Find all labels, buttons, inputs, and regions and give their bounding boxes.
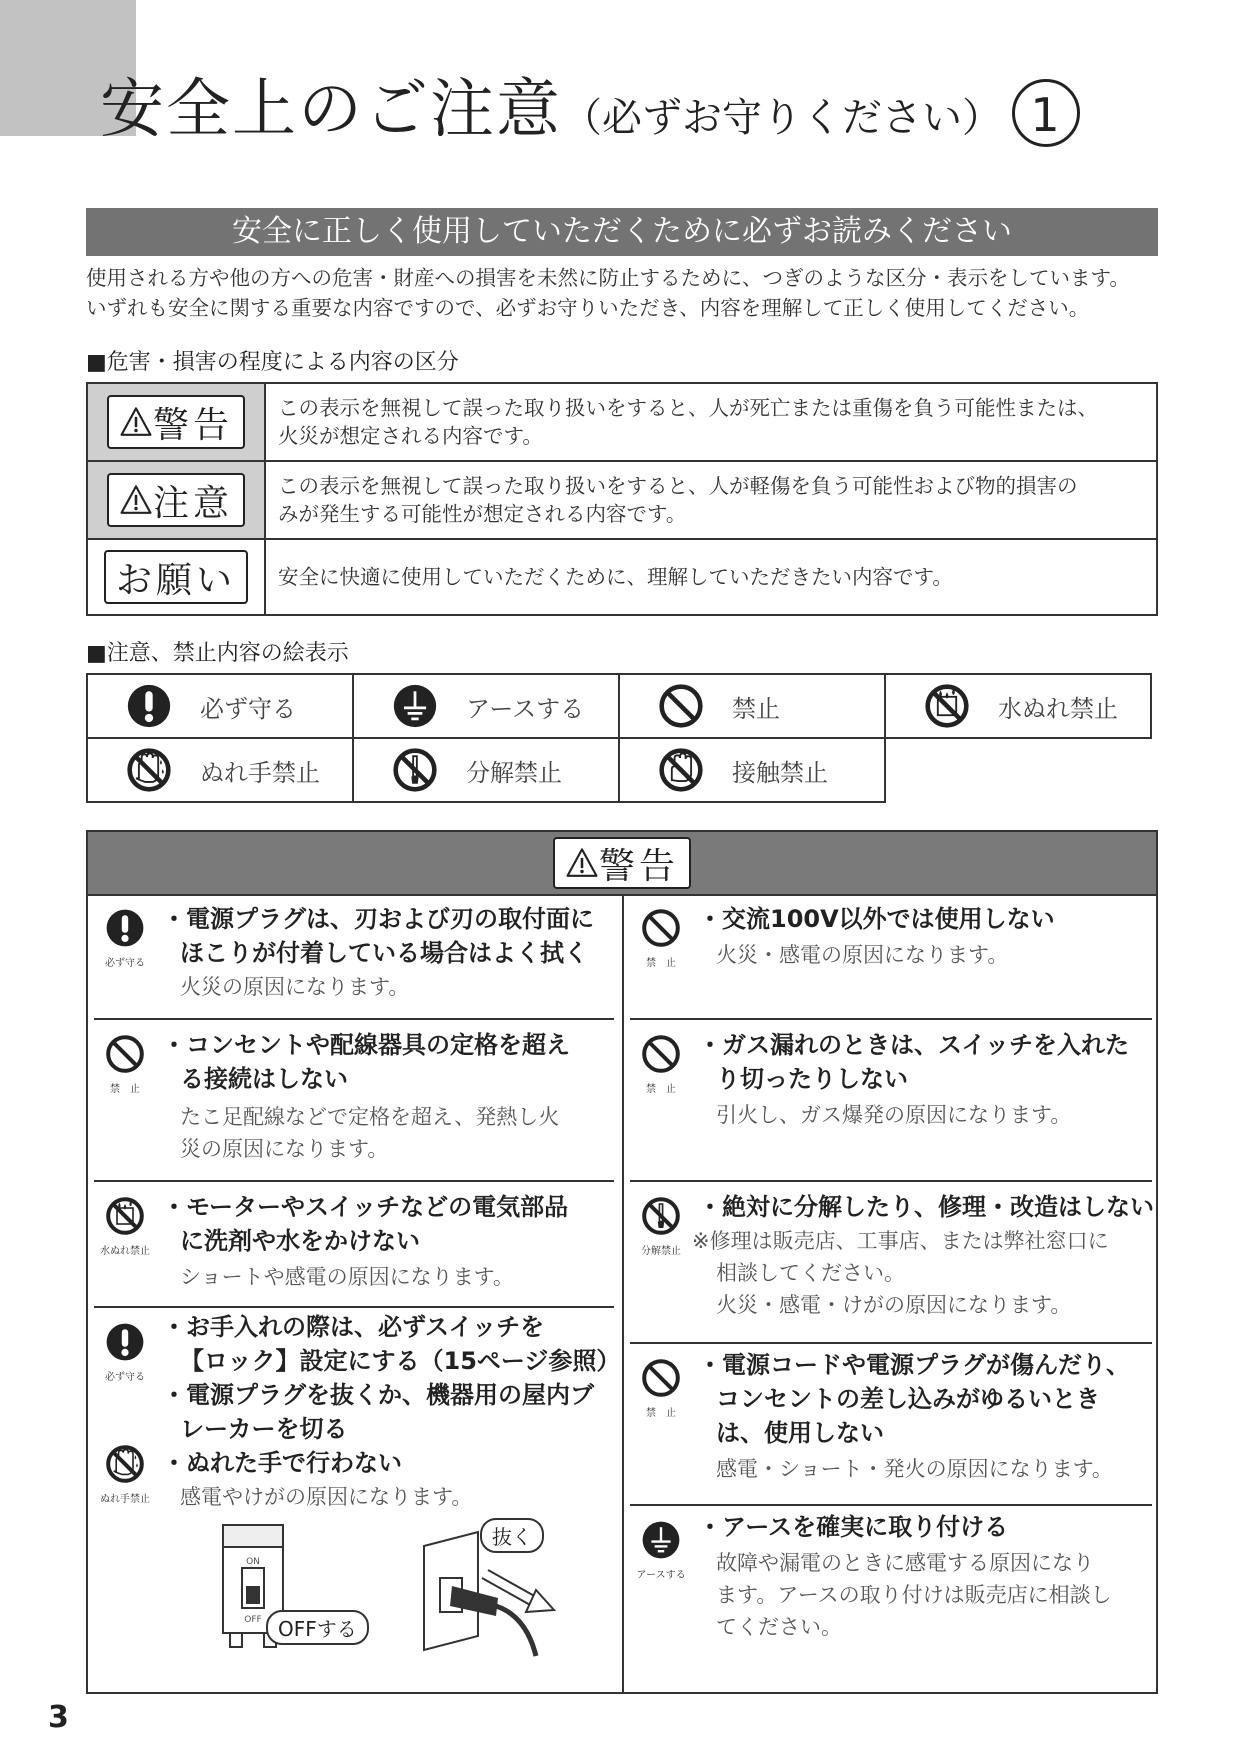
warning-triangle-icon xyxy=(565,846,599,880)
level-description: 火災が想定される内容です。 xyxy=(278,424,543,448)
prohibited-icon xyxy=(641,1034,681,1074)
pictogram-label: ぬれ手禁止 xyxy=(200,758,320,787)
mandatory-icon xyxy=(126,683,172,729)
warning-item: アースする ・アースを確実に取り付ける 故障や漏電のときに感電する原因になり ます。アースの取り付けは販売店に相談し てください。 xyxy=(636,1513,1112,1639)
page-number: 3 xyxy=(48,1700,69,1735)
warning-item: 禁 止 ・ガス漏れのときは、スイッチを入れた り切ったりしない 引火し、ガス爆発の原因になります。 xyxy=(624,1020,1158,1180)
mandatory-icon xyxy=(105,908,145,948)
warning-triangle-icon xyxy=(119,405,153,439)
pictogram-label: アースする xyxy=(466,694,585,723)
title-number-badge: 1 xyxy=(1012,79,1080,147)
level-row-request xyxy=(88,540,1156,614)
title-main: 安全上のご注意 xyxy=(100,73,562,147)
page-title xyxy=(100,58,1080,150)
level-row-caution xyxy=(88,462,1156,540)
level-description: 安全に快適に使用していただくために、理解していただきたい内容です。 xyxy=(278,565,953,589)
pictogram-label: 接触禁止 xyxy=(732,758,828,787)
no-touch-icon xyxy=(658,747,704,793)
level-description: この表示を無視して誤った取り扱いをすると、人が軽傷を負う可能性および物的損害の xyxy=(278,474,1078,498)
section-heading-pictograms: ■注意、禁止内容の絵表示 xyxy=(86,641,349,666)
warning-label: 警告 xyxy=(553,837,691,889)
prohibited-icon xyxy=(641,1358,681,1398)
no-disassembly-icon xyxy=(641,1196,681,1236)
no-wet-hands-icon xyxy=(105,1444,145,1484)
intro-text xyxy=(86,263,1176,323)
switch-on-text: ON xyxy=(246,1557,260,1567)
prohibited-icon xyxy=(658,683,704,729)
off-label: OFFする xyxy=(266,1610,369,1645)
warning-label: 警告 xyxy=(107,395,245,449)
pictogram-label: 水ぬれ禁止 xyxy=(998,694,1118,723)
warning-item: 水ぬれ禁止 ・モーターやスイッチなどの電気部品 に洗剤や水をかけない ショートや感電の原因になります。 xyxy=(100,1193,569,1289)
request-label: お願い xyxy=(104,550,248,604)
warning-item: 必ず守る ・お手入れの際は、必ずスイッチを 【ロック】設定にする（15ページ参照） ・電源プラグを抜くか、機器用の屋内ブ レーカーを切る ぬれ手禁止 ・ぬれた手で行わない 感電やけがの原因になります。 ON OFF OFFする 抜く xyxy=(88,1308,622,1694)
earth-icon xyxy=(392,683,438,729)
caution-label: 注意 xyxy=(107,473,245,527)
read-banner: 安全に正しく使用していただくために必ずお読みください xyxy=(86,208,1158,256)
pictogram-label: 禁止 xyxy=(732,694,780,723)
section-heading-levels: ■危害・損害の程度による内容の区分 xyxy=(86,350,459,375)
no-wet-hands-icon xyxy=(126,747,172,793)
level-description: みが発生する可能性が想定される内容です。 xyxy=(278,502,687,526)
warning-box xyxy=(86,830,1158,1694)
prohibited-icon xyxy=(641,908,681,948)
warning-item: 分解禁止 ・絶対に分解したり、修理・改造はしない ※修理は販売店、工事店、または弊社窓口に 相談してください。 火災・感電・けがの原因になります。 xyxy=(641,1193,1154,1317)
switch-off-text: OFF xyxy=(244,1615,262,1625)
warning-item: 禁 止 ・交流100V以外では使用しない 火災・感電の原因になります。 xyxy=(624,894,1158,1018)
warning-item: 必ず守る ・電源プラグは、刃および刃の取付面に ほこりが付着している場合はよく拭く 火災の原因になります。 xyxy=(105,905,594,999)
warning-triangle-icon xyxy=(119,483,153,517)
earth-icon xyxy=(641,1520,681,1560)
intro-line: 使用される方や他の方への危害・財産への損害を未然に防止するために、つぎのような区分・表示をしています。 xyxy=(86,266,1130,290)
pictogram-label: 分解禁止 xyxy=(466,758,562,787)
level-row-warning xyxy=(88,384,1156,462)
intro-line: いずれも安全に関する重要な内容ですので、必ずお守りいただき、内容を理解して正しく使用してください。 xyxy=(86,296,1090,320)
pictogram-table xyxy=(86,673,1152,803)
pull-label: 抜く xyxy=(480,1518,544,1553)
warning-header xyxy=(88,832,1156,896)
no-water-icon xyxy=(105,1196,145,1236)
pictogram-label: 必ず守る xyxy=(200,694,296,723)
levels-table xyxy=(86,382,1158,616)
warning-item: 禁 止 ・電源コードや電源プラグが傷んだり、 コンセントの差し込みがゆるいとき は、使用しない 感電・ショート・発火の原因になります。 xyxy=(624,1344,1158,1504)
no-disassembly-icon xyxy=(392,747,438,793)
title-sub: （必ずお守りください） xyxy=(562,95,1002,141)
warning-item: 禁 止 ・コンセントや配線器具の定格を超え る接続はしない たこ足配線などで定格を超え、発熱し火 災の原因になります。 xyxy=(88,1020,622,1180)
prohibited-icon xyxy=(105,1034,145,1074)
level-description: この表示を無視して誤った取り扱いをすると、人が死亡または重傷を負う可能性または、 xyxy=(278,396,1098,420)
no-water-icon xyxy=(924,683,970,729)
mandatory-icon xyxy=(105,1322,145,1362)
